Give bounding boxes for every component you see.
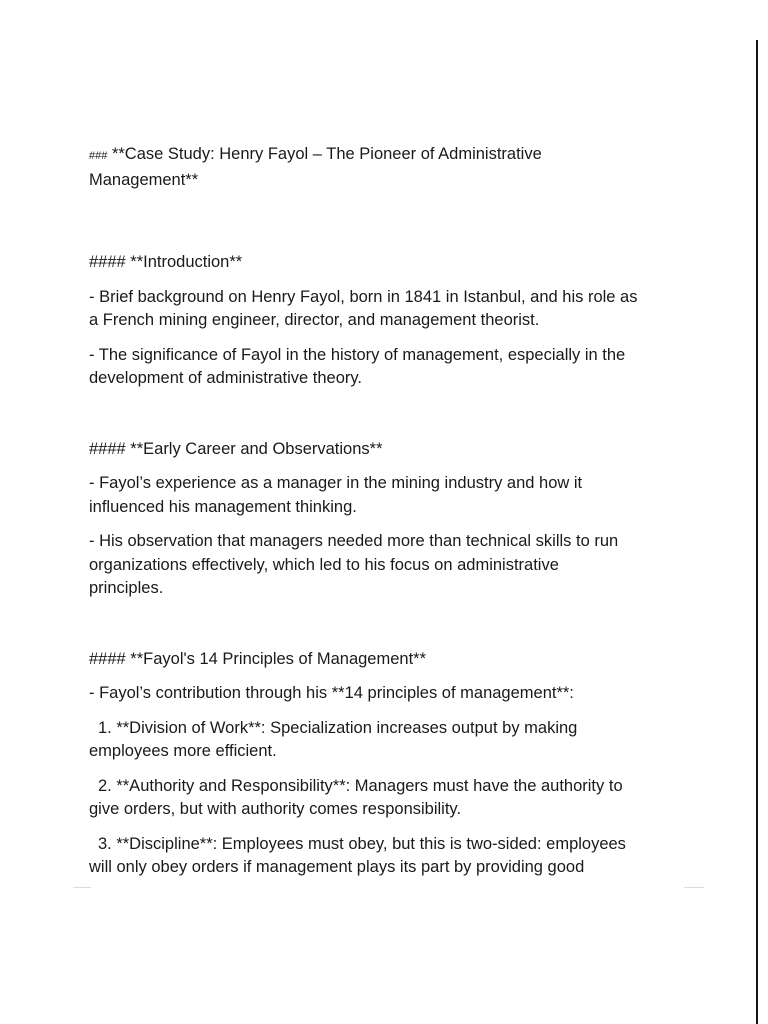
paragraph-line: - Brief background on Henry Fayol, born in 1841 in Istanbul, and his role as (89, 287, 638, 306)
section-heading-early-career: #### **Early Career and Observations** (89, 439, 383, 458)
page-break-rule-left (73, 887, 91, 888)
page-edge-divider (756, 40, 758, 1024)
section-heading-introduction: #### **Introduction** (89, 253, 243, 271)
paragraph-line: - The significance of Fayol in the history of management, especially in the (89, 345, 626, 364)
title-text: **Case Study: Henry Fayol – The Pioneer of Administrative (111, 145, 542, 163)
page-break-rule-right (684, 887, 704, 888)
section-introduction (89, 251, 679, 391)
title-line-2: Management** (89, 170, 199, 189)
paragraph-line: - Fayol’s experience as a manager in the mining industry and how it (89, 474, 583, 492)
list-item-line: 2. **Authority and Responsibility**: Managers must have the authority to (98, 776, 623, 795)
list-item (89, 833, 679, 880)
paragraph-line: - Fayol’s contribution through his **14 principles of management**: (89, 684, 574, 702)
paragraph (89, 472, 679, 519)
list-item-line: will only obey orders if management plays its part by providing good (89, 858, 585, 876)
paragraph (89, 682, 679, 706)
paragraph-line: organizations effectively, which led to his focus on administrative (89, 555, 559, 574)
list-item-line: give orders, but with authority comes responsibility. (89, 800, 462, 818)
paragraph-line: a French mining engineer, director, and management theorist. (89, 311, 540, 329)
title-hash-marker: ### (89, 150, 108, 162)
paragraph (89, 344, 679, 391)
paragraph-line: principles. (89, 579, 164, 597)
list-item (89, 717, 679, 764)
list-item-line: 3. **Discipline**: Employees must obey, but this is two-sided: employees (98, 834, 626, 853)
document-title (89, 143, 679, 192)
title-line-1 (89, 143, 679, 169)
section-principles (89, 648, 679, 880)
paragraph-line: - His observation that managers needed more than technical skills to run (89, 532, 619, 550)
section-early-career (89, 438, 679, 601)
list-item-line: 1. **Division of Work**: Specialization increases output by making (98, 718, 578, 737)
paragraph (89, 286, 679, 333)
list-item (89, 775, 679, 822)
list-item-line: employees more efficient. (89, 742, 277, 760)
document-body (89, 143, 679, 891)
section-heading-principles: #### **Fayol's 14 Principles of Management** (89, 649, 427, 668)
paragraph-line: development of administrative theory. (89, 369, 362, 387)
paragraph (89, 530, 679, 601)
paragraph-line: influenced his management thinking. (89, 497, 357, 516)
